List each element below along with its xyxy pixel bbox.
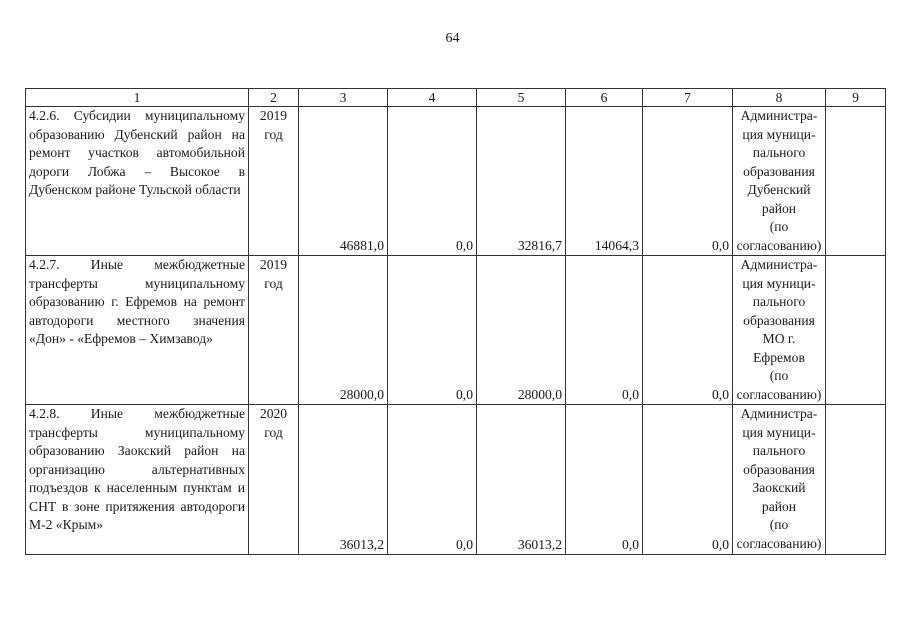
value-cell-6: 0,0 <box>566 405 643 555</box>
value-cell-5: 28000,0 <box>477 256 566 405</box>
executor-line: (по <box>769 368 789 383</box>
header-cell: 1 <box>26 89 249 107</box>
executor-line: МО г. Ефремов <box>753 331 805 365</box>
executor-cell <box>733 256 826 405</box>
value-cell-7: 0,0 <box>643 256 733 405</box>
executor-line: ция муници- <box>742 126 816 142</box>
value-cell-6: 0,0 <box>566 256 643 405</box>
executor-line: пального <box>752 443 806 458</box>
page-number: 64 <box>445 31 460 46</box>
year-value: 2020 <box>259 406 288 421</box>
executor-line: образования <box>743 461 815 477</box>
executor-line: пального <box>752 294 806 309</box>
executor-line: район <box>761 498 797 514</box>
year-cell <box>249 107 299 256</box>
value-cell-7: 0,0 <box>643 107 733 256</box>
program-table <box>25 88 886 555</box>
header-cell: 5 <box>477 89 566 107</box>
executor-line: ция муници- <box>742 275 816 291</box>
executor-line: образования <box>743 163 815 179</box>
value-cell-6: 14064,3 <box>566 107 643 256</box>
executor-line: согласованию) <box>736 535 822 551</box>
year-unit: год <box>264 275 283 291</box>
executor-line: (по <box>769 517 789 532</box>
header-cell: 2 <box>249 89 299 107</box>
executor-line: Дубенский <box>747 182 811 197</box>
measure-name-cell: 4.2.8. Иные межбюджетные трансферты муниципальному образованию Заокский район на организацию альтернативных подъездов к населенным пунктам и СНТ в зоне притяжения автодороги М-2 «Крым» <box>26 405 249 555</box>
executor-line: ция муници- <box>742 424 816 440</box>
value-cell-3: 46881,0 <box>299 107 388 256</box>
measure-name-cell: 4.2.7. Иные межбюджетные трансферты муниципальному образованию г. Ефремов на ремонт автодороги местного значения «Дон» - «Ефремов – Химзавод» <box>26 256 249 405</box>
header-cell: 8 <box>733 89 826 107</box>
value-cell-3: 36013,2 <box>299 405 388 555</box>
table-header-row <box>26 89 886 107</box>
value-cell-4: 0,0 <box>388 107 477 256</box>
value-cell-3: 28000,0 <box>299 256 388 405</box>
executor-cell <box>733 107 826 256</box>
executor-line: Администра- <box>740 257 818 272</box>
measure-name-cell: 4.2.6. Субсидии муниципальному образованию Дубенский район на ремонт участков автомобильной дороги Лобжа – Высокое в Дубенском районе Тульской области <box>26 107 249 256</box>
year-value: 2019 <box>259 257 288 272</box>
executor-line: Администра- <box>740 406 818 421</box>
year-value: 2019 <box>259 108 288 123</box>
empty-cell-9 <box>826 405 886 555</box>
header-cell: 9 <box>826 89 886 107</box>
executor-line: (по <box>769 219 789 234</box>
value-cell-5: 36013,2 <box>477 405 566 555</box>
year-cell <box>249 405 299 555</box>
header-cell: 4 <box>388 89 477 107</box>
empty-cell-9 <box>826 107 886 256</box>
header-cell: 3 <box>299 89 388 107</box>
empty-cell-9 <box>826 256 886 405</box>
executor-line: согласованию) <box>736 386 822 402</box>
executor-line: район <box>761 200 797 216</box>
executor-line: пального <box>752 145 806 160</box>
header-cell: 7 <box>643 89 733 107</box>
table-row <box>26 107 886 256</box>
year-cell <box>249 256 299 405</box>
value-cell-4: 0,0 <box>388 256 477 405</box>
table-row <box>26 405 886 555</box>
executor-line: образования <box>743 312 815 328</box>
executor-line: Администра- <box>740 108 818 123</box>
value-cell-5: 32816,7 <box>477 107 566 256</box>
year-unit: год <box>264 424 283 440</box>
executor-line: согласованию) <box>736 237 822 253</box>
value-cell-4: 0,0 <box>388 405 477 555</box>
header-cell: 6 <box>566 89 643 107</box>
executor-cell <box>733 405 826 555</box>
table-row <box>26 256 886 405</box>
executor-line: Заокский <box>752 480 806 495</box>
value-cell-7: 0,0 <box>643 405 733 555</box>
year-unit: год <box>264 126 283 142</box>
